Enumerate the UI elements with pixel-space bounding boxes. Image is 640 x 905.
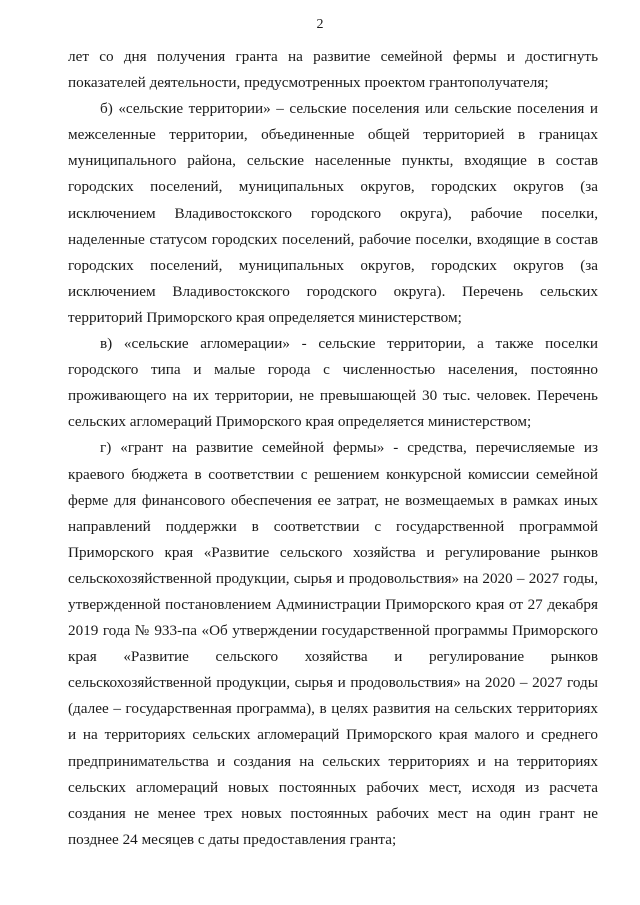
paragraph-item-b: б) «сельские территории» – сельские поселения или сельские поселения и межселенные территории, объединенные общей территорией в границах муниципального района, сельские населенные пункты, входящие в состав городских поселений, муниципальных округов, городских округов (за исключением Владивостокского городского округа), рабочие поселки, наделенные статусом городских поселений, рабочие поселки, входящие в состав городских поселений, муниципальных округов, городских округов (за исключением Владивостокского городского округа). Перечень сельских территорий Приморского края определяется министерством; — [68, 100, 598, 326]
document-body — [68, 44, 598, 853]
paragraph-continuation: лет со дня получения гранта на развитие семейной фермы и достигнуть показателей деятельности, предусмотренных проектом грантополучателя; — [68, 48, 598, 92]
paragraph-item-v: в) «сельские агломерации» - сельские территории, а также поселки городского типа и малые города с численностью населения, постоянно проживающего на их территории, не превышающей 30 тыс. человек. Перечень сельских агломераций Приморского края определяется министерством; — [68, 335, 598, 431]
paragraph-item-g: г) «грант на развитие семейной фермы» - средства, перечисляемые из краевого бюджета в соответствии с решением конкурсной комиссии семейной ферме для финансового обеспечения ее затрат, не возмещаемых в рамках иных направлений поддержки в соответствии с государственной программой Приморского края «Развитие сельского хозяйства и регулирование рынков сельскохозяйственной продукции, сырья и продовольствия» на 2020 – 2027 годы, утвержденной постановлением Администрации Приморского края от 27 декабря 2019 года № 933-па «Об утверждении государственной программы Приморского края «Развитие сельского хозяйства и регулирование рынков сельскохозяйственной продукции, сырья и продовольствия» на 2020 – 2027 годы (далее – государственная программа), в целях развития на сельских территориях и на территориях сельских агломераций Приморского края малого и среднего предпринимательства и создания на сельских территориях и на территориях сельских агломераций новых постоянных рабочих мест, исходя из расчета создания не менее трех новых постоянных рабочих мест на один грант не позднее 24 месяцев с даты предоставления гранта; — [68, 439, 598, 848]
page-number: 2 — [316, 17, 324, 32]
